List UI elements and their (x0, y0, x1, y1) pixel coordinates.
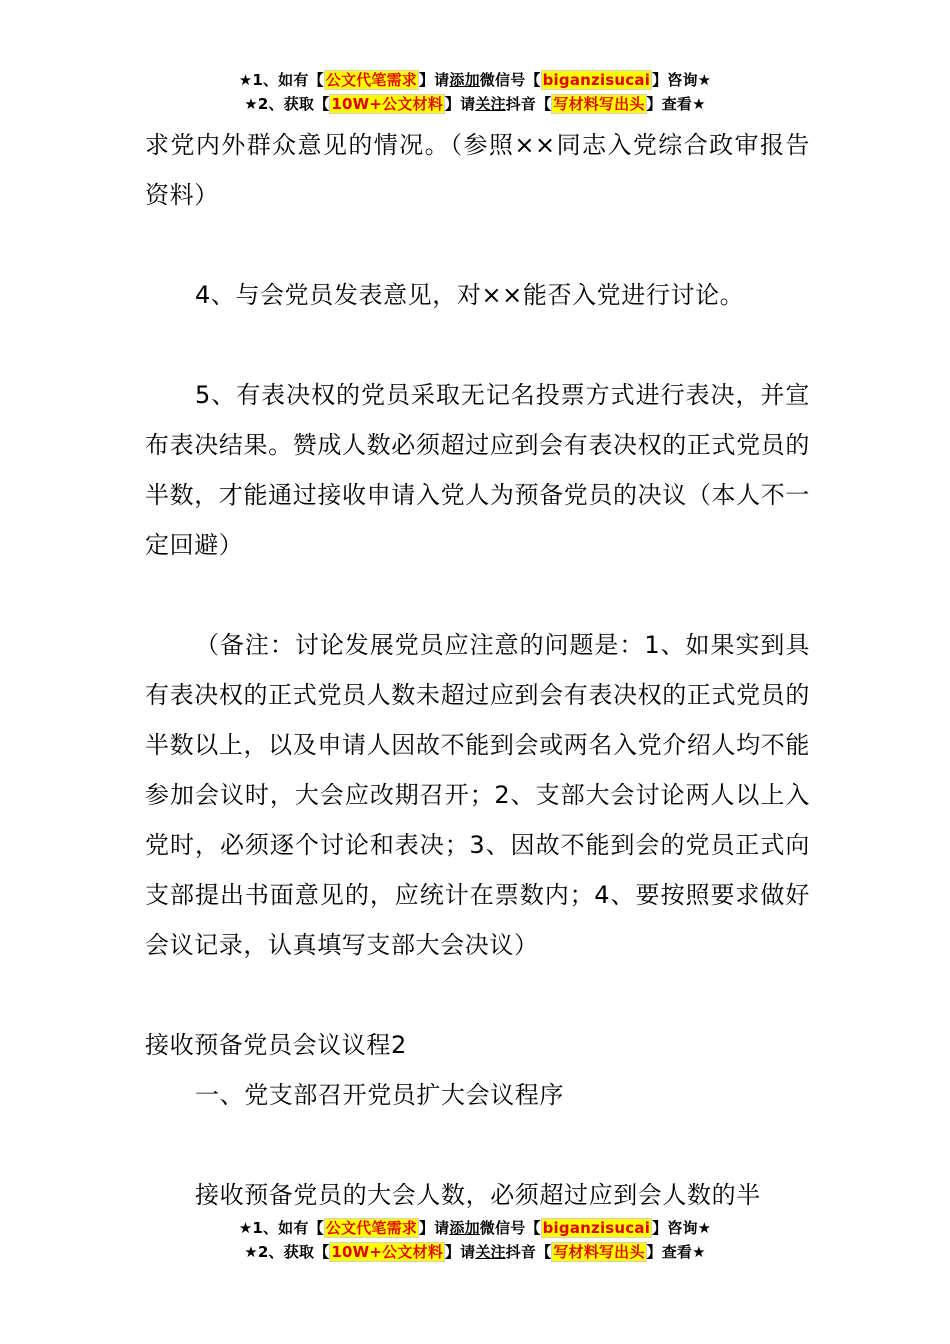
spacer (145, 1120, 810, 1170)
banner-line-1 (0, 68, 950, 92)
section-heading-agenda-2: 接收预备党员会议议程2 (145, 1031, 407, 1059)
banner-line-1 (0, 1216, 950, 1240)
banner-text: ★2、获取【 (244, 1243, 330, 1261)
banner-text: 微信号【 (479, 71, 541, 89)
paragraph-quorum: 接收预备党员的大会人数，必须超过应到会人数的半 (195, 1181, 761, 1209)
section-subheading-procedure: 一、党支部召开党员扩大会议程序 (195, 1081, 564, 1109)
highlight-service: 公文代笔需求 (325, 1219, 417, 1237)
banner-text: 】请 (444, 95, 476, 113)
banner-text: 微信号【 (479, 1219, 541, 1237)
banner-text-underlined: 关注 (475, 95, 506, 113)
highlight-douyin-account: 写材料写出头 (553, 95, 645, 113)
banner-text: 】查看★ (646, 1243, 706, 1261)
document-body (145, 120, 810, 1220)
highlight-wechat-id: biganzisucai (542, 71, 651, 89)
highlight-service: 公文代笔需求 (325, 71, 417, 89)
banner-text: ★1、如有【 (238, 71, 324, 89)
footer-banner (0, 1216, 950, 1264)
highlight-douyin-account: 写材料写出头 (553, 1243, 645, 1261)
highlight-materials: 10W+公文材料 (331, 95, 443, 113)
banner-text: 】查看★ (646, 95, 706, 113)
banner-text: 】咨询★ (652, 71, 712, 89)
banner-text: 】请 (418, 1219, 450, 1237)
spacer (145, 320, 810, 370)
banner-text: 抖音【 (505, 95, 552, 113)
highlight-materials: 10W+公文材料 (331, 1243, 443, 1261)
banner-text: 】咨询★ (652, 1219, 712, 1237)
banner-text: 】请 (418, 71, 450, 89)
spacer (145, 970, 810, 1020)
banner-text: 】请 (444, 1243, 476, 1261)
banner-text-underlined: 关注 (475, 1243, 506, 1261)
paragraph-remarks: （备注：讨论发展党员应注意的问题是：1、如果实到具有表决权的正式党员人数未超过应到会有表决权的正式党员的半数以上，以及申请人因故不能到会或两名入党介绍人均不能参加会议时，大会应改期召开；2、支部大会讨论两人以上入党时，必须逐个讨论和表决；3、因故不能到会的党员正式向支部提出书面意见的，应统计在票数内；4、要按照要求做好会议记录，认真填写支部大会决议） (145, 631, 810, 959)
spacer (145, 220, 810, 270)
highlight-wechat-id: biganzisucai (542, 1219, 651, 1237)
banner-text: ★1、如有【 (238, 1219, 324, 1237)
header-banner (0, 68, 950, 116)
banner-text-underlined: 添加 (449, 1219, 480, 1237)
spacer (145, 570, 810, 620)
banner-line-2 (0, 92, 950, 116)
paragraph-item-4: 4、与会党员发表意见，对××能否入党进行讨论。 (195, 281, 745, 309)
banner-text-underlined: 添加 (449, 71, 480, 89)
paragraph-opinions: 求党内外群众意见的情况。（参照××同志入党综合政审报告资料） (145, 131, 810, 209)
banner-text: 抖音【 (505, 1243, 552, 1261)
banner-line-2 (0, 1240, 950, 1264)
paragraph-item-5: 5、有表决权的党员采取无记名投票方式进行表决，并宣布表决结果。赞成人数必须超过应到会有表决权的正式党员的半数，才能通过接收申请入党人为预备党员的决议（本人不一定回避） (145, 381, 810, 559)
banner-text: ★2、获取【 (244, 95, 330, 113)
